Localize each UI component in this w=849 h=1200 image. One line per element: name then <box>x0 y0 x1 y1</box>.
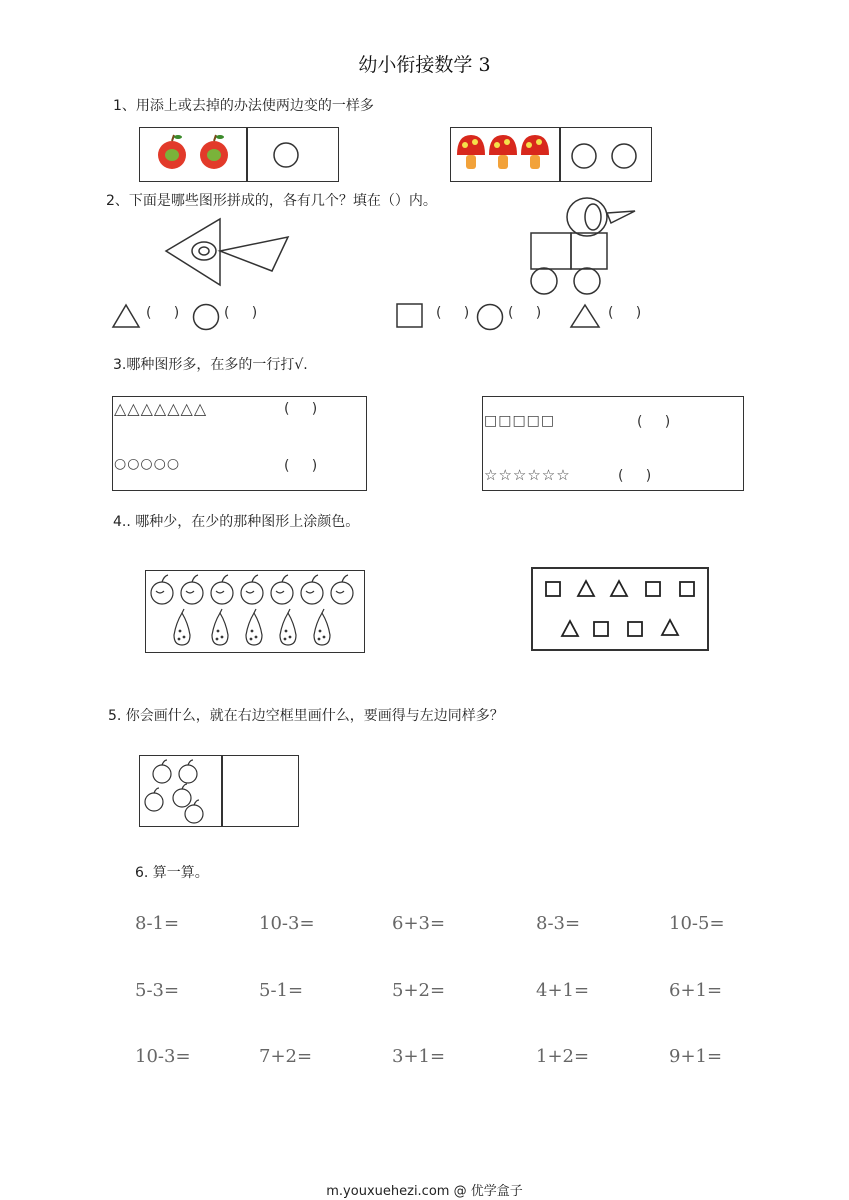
math-problem: 5-3= <box>135 980 180 1001</box>
triangle-icon <box>570 303 602 329</box>
math-problem: 8-3= <box>536 913 581 934</box>
circles-icon <box>570 143 650 173</box>
math-problem: 8-1= <box>135 913 180 934</box>
q3-answer-squares[interactable]: ( ) <box>637 414 671 430</box>
question-6-text: 6. 算一算。 <box>135 865 209 881</box>
q2-answer-triangle-right[interactable]: ( ) <box>608 305 642 321</box>
math-problem: 5+2= <box>392 980 446 1001</box>
math-problem: 10-3= <box>259 913 315 934</box>
q1-right-divider <box>559 127 561 182</box>
math-problem: 4+1= <box>536 980 590 1001</box>
circle-icon <box>192 303 222 331</box>
apple-icon <box>150 133 240 178</box>
question-3-text: 3.哪种图形多，在多的一行打√. <box>113 357 308 373</box>
math-problem: 1+2= <box>536 1046 590 1067</box>
question-2-text: 2、下面是哪些图形拼成的，各有几个？填在（）内。 <box>106 193 437 209</box>
math-problem: 10-5= <box>669 913 725 934</box>
mushroom-icon <box>455 133 555 178</box>
apples-figure <box>142 758 220 826</box>
math-problem: 10-3= <box>135 1046 191 1067</box>
q3-stars-row: ☆☆☆☆☆☆ <box>484 466 571 484</box>
fish-figure <box>160 215 320 295</box>
q3-answer-stars[interactable]: ( ) <box>618 468 652 484</box>
q2-answer-triangle-left[interactable]: ( ) <box>146 305 180 321</box>
fruit-figure <box>148 573 362 651</box>
q3-answer-circles[interactable]: ( ) <box>284 458 318 474</box>
question-1-text: 1、用添上或去掉的办法使两边变的一样多 <box>113 98 374 114</box>
footer-watermark: m.youxuehezi.com @ 优学盒子 <box>326 1184 523 1199</box>
q5-divider <box>221 755 223 827</box>
math-problem: 5-1= <box>259 980 304 1001</box>
q3-answer-triangles[interactable]: ( ) <box>284 401 318 417</box>
math-problem: 6+3= <box>392 913 446 934</box>
circle-icon <box>272 143 302 173</box>
page-title: 幼小衔接数学 3 <box>358 54 491 76</box>
q2-answer-square[interactable]: ( ) <box>436 305 470 321</box>
q3-triangles-row: △△△△△△△ <box>114 399 208 418</box>
question-5-text: 5. 你会画什么，就在右边空框里画什么，要画得与左边同样多？ <box>108 708 504 724</box>
square-icon <box>396 303 426 329</box>
q2-answer-circle-left[interactable]: ( ) <box>224 305 258 321</box>
q3-squares-row: □□□□□ <box>484 413 556 429</box>
math-problem: 6+1= <box>669 980 723 1001</box>
bird-figure <box>525 195 645 300</box>
shapes-figure <box>540 576 705 646</box>
math-problem: 3+1= <box>392 1046 446 1067</box>
math-problem: 7+2= <box>259 1046 313 1067</box>
q3-circles-row: ○○○○○ <box>114 456 181 472</box>
q2-answer-circle-right[interactable]: ( ) <box>508 305 542 321</box>
math-problem: 9+1= <box>669 1046 723 1067</box>
question-4-text: 4.. 哪种少，在少的那种图形上涂颜色。 <box>113 514 360 530</box>
triangle-icon <box>112 303 142 329</box>
q1-left-divider <box>246 127 248 182</box>
circle-icon <box>476 303 506 331</box>
